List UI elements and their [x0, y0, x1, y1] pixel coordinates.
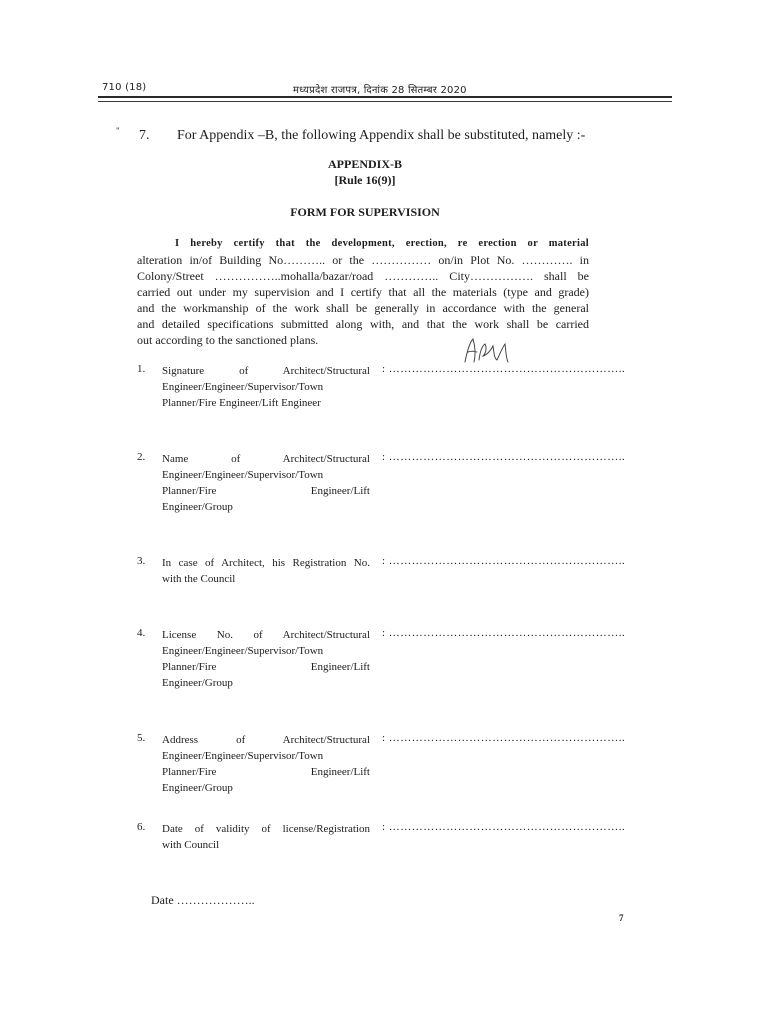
item-label-line: Planner/Fire Engineer/Lift [162, 485, 370, 497]
item-label-line: Engineer/Engineer/Supervisor/Town [162, 469, 324, 481]
item-number: 6. [137, 821, 146, 833]
date-field: Date ……………….. [151, 893, 255, 907]
item-label-line: Engineer/Group [162, 782, 233, 794]
item-number: 4. [137, 627, 146, 639]
section-number: 7. [139, 128, 150, 143]
item-label [162, 821, 370, 853]
name-field: : …………………………………………………….. [382, 451, 626, 463]
rule-reference: [Rule 16(9)] [334, 173, 396, 187]
item-label [162, 555, 370, 587]
item-label-line: Planner/Fire Engineer/Lift Engineer [162, 397, 321, 409]
item-label [162, 363, 370, 411]
paragraph-line: Colony/Street ……………..mohalla/bazar/road ………….. City……………. shall be [137, 269, 589, 283]
item-label-line: Signature of Architect/Structural [162, 365, 370, 377]
paragraph-line: carried out under my supervision and I certify that all the materials (type and grade) [137, 285, 589, 299]
item-number: 1. [137, 363, 146, 375]
paragraph-line: alteration in/of Building No……….. or the …………… on/in Plot No. …………. in [137, 253, 589, 267]
handwritten-signature [461, 336, 511, 366]
paragraph-line: and detailed specifications submitted along with, and that the work shall be carried [137, 317, 589, 331]
item-label-line: Planner/Fire Engineer/Lift [162, 766, 370, 778]
section-intro-text: For Appendix –B, the following Appendix shall be substituted, namely :- [177, 128, 586, 143]
page-mark: 7 [619, 913, 624, 923]
paragraph-line: and the workmanship of the work shall be generally in accordance with the general [137, 301, 589, 315]
item-label [162, 732, 370, 796]
certification-paragraph [137, 236, 589, 348]
item-label-line: Engineer/Engineer/Supervisor/Town [162, 381, 324, 393]
item-label-line: Engineer/Group [162, 677, 233, 689]
item-label-line: Engineer/Engineer/Supervisor/Town [162, 750, 324, 762]
item-label-line: Engineer/Engineer/Supervisor/Town [162, 645, 324, 657]
signature-field: : …………………………………………………….. [382, 363, 626, 375]
address-field: : …………………………………………………….. [382, 732, 626, 744]
item-label-line: Name of Architect/Structural [162, 453, 370, 465]
paragraph-line: I hereby certify that the development, erection, re erection or material [175, 238, 589, 249]
license-field: : …………………………………………………….. [382, 627, 626, 639]
item-label [162, 451, 370, 515]
item-label-line: Planner/Fire Engineer/Lift [162, 661, 370, 673]
form-title: FORM FOR SUPERVISION [290, 205, 440, 219]
item-number: 2. [137, 451, 146, 463]
item-label [162, 627, 370, 691]
header-page-number: 710 (18) [102, 82, 147, 93]
item-label-line: with the Council [162, 573, 236, 585]
appendix-heading: APPENDIX-B [328, 157, 402, 171]
item-label-line: with Council [162, 839, 220, 851]
validity-date-field: : …………………………………………………….. [382, 821, 626, 833]
item-label-line: In case of Architect, his Registration No. [162, 557, 370, 569]
margin-mark: " [116, 126, 120, 136]
header-rule-thin [98, 101, 672, 102]
item-label-line: Engineer/Group [162, 501, 233, 513]
item-number: 5. [137, 732, 146, 744]
header-rule-thick [98, 96, 672, 98]
item-label-line: Date of validity of license/Registration [162, 823, 370, 835]
item-label-line: Address of Architect/Structural [162, 734, 370, 746]
header-gazette-title: मध्यप्रदेश राजपत्र, दिनांक 28 सितम्बर 2020 [293, 85, 467, 96]
item-label-line: License No. of Architect/Structural [162, 629, 370, 641]
registration-field: : …………………………………………………….. [382, 555, 626, 567]
item-number: 3. [137, 555, 146, 567]
paragraph-line: out according to the sanctioned plans. [137, 333, 319, 347]
